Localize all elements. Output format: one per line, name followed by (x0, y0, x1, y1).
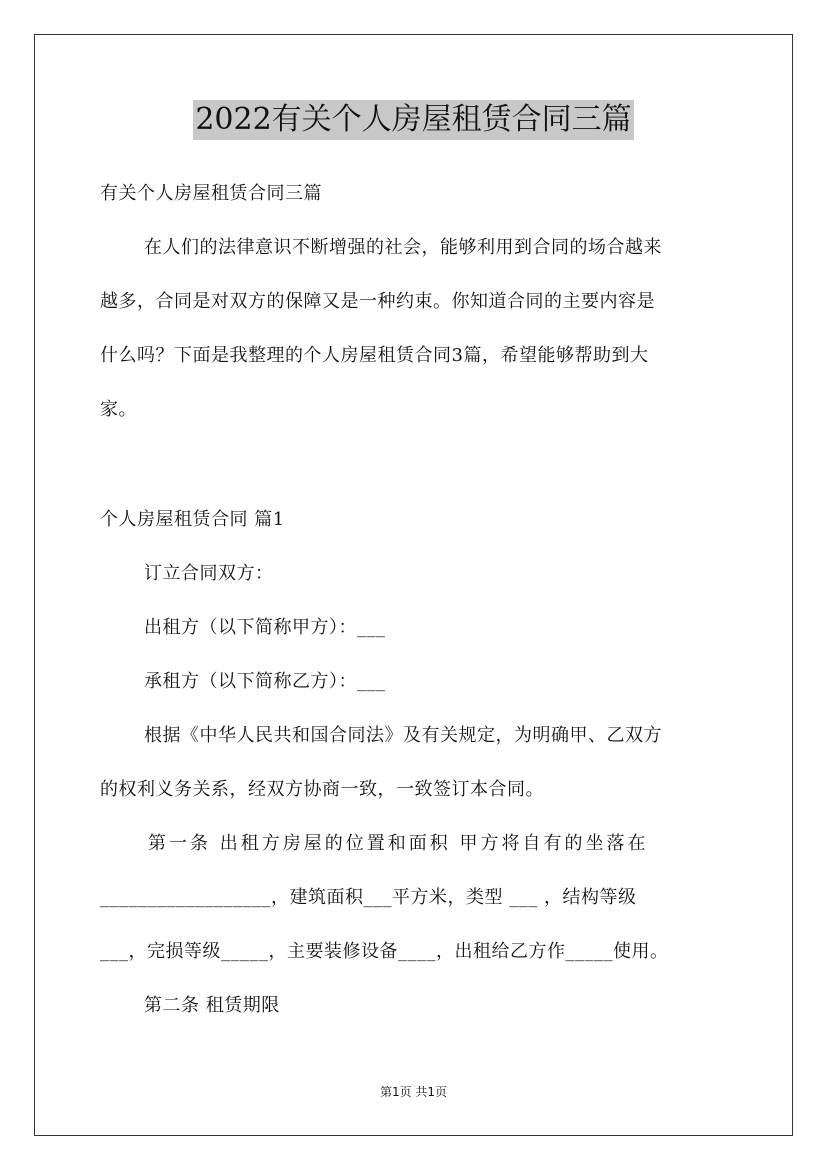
title-container (0, 100, 827, 140)
lessee-line: 承租方（以下简称乙方）：___ (144, 671, 386, 692)
intro-line-3: 什么吗？下面是我整理的个人房屋租赁合同3篇，希望能够帮助到大 (100, 345, 649, 366)
document-title: 2022有关个人房屋租赁合同三篇 (193, 100, 633, 140)
article2-heading: 第二条 租赁期限 (144, 995, 280, 1016)
lessor-line: 出租方（以下简称甲方）：___ (144, 617, 386, 638)
intro-line-4: 家。 (100, 399, 137, 420)
intro-line-2: 越多，合同是对双方的保障又是一种约束。你知道合同的主要内容是 (100, 291, 655, 312)
page-footer: 第1页 共1页 (379, 1085, 448, 1099)
article1-line-1: 第一条 出租方房屋的位置和面积 甲方将自有的坐落在 (148, 833, 649, 854)
article1-line-2: __________________，建筑面积___平方米，类型 ___ ，结构等级 (100, 887, 637, 908)
intro-line-1: 在人们的法律意识不断增强的社会，能够利用到合同的场合越来 (144, 237, 662, 258)
section-heading: 个人房屋租赁合同 篇1 (100, 509, 285, 530)
article1-line-3: ___，完损等级_____，主要装修设备____，出租给乙方作_____使用。 (100, 941, 669, 962)
document-subtitle: 有关个人房屋租赁合同三篇 (100, 183, 322, 204)
parties-heading: 订立合同双方： (144, 563, 274, 584)
basis-line-2: 的权利义务关系，经双方协商一致，一致签订本合同。 (100, 779, 544, 800)
basis-line-1: 根据《中华人民共和国合同法》及有关规定，为明确甲、乙双方 (144, 725, 662, 746)
